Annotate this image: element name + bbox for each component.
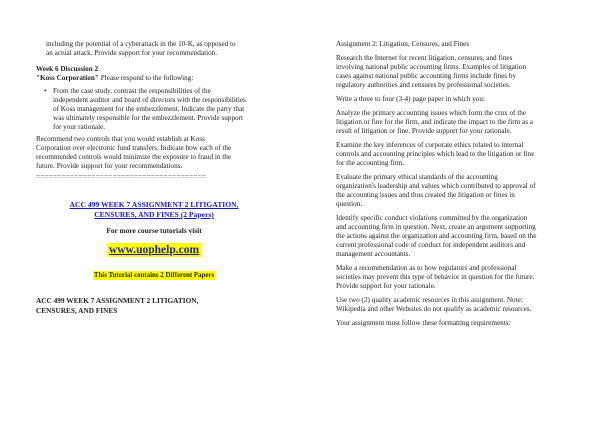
paragraph-line: Identify specific conduct violations committed by the organization bbox=[336, 214, 528, 222]
paragraph-line: the accounting issues and thus created the litigation or fines in bbox=[336, 191, 515, 199]
tutorial-note: This Tutorial contains 2 Different Papers bbox=[93, 272, 215, 279]
paragraph-line: Evaluate the primary ethical standards of the accounting bbox=[336, 173, 498, 181]
bullet-marker: • bbox=[44, 87, 47, 95]
bullet-line: of Koss management for the embezzlement. Indicate the party that bbox=[53, 105, 245, 113]
assignment-link-line: ACC 499 WEEK 7 ASSIGNMENT 2 LITIGATION, bbox=[69, 200, 239, 209]
paragraph-line: Make a recommendation as to how regulators and professional bbox=[336, 264, 517, 272]
bottom-title-line: ACC 499 WEEK 7 ASSIGNMENT 2 LITIGATION, bbox=[36, 296, 199, 305]
koss-prompt-text: Please respond to the following: bbox=[98, 74, 194, 82]
paragraph-line: result of litigation or fine. Provide support for your rationale. bbox=[336, 127, 512, 135]
paragraph-line: Assignment 2: Litigation, Censures, and Fines bbox=[336, 40, 470, 48]
paragraph bbox=[336, 95, 572, 104]
site-link[interactable]: www.uophelp.com bbox=[108, 244, 200, 256]
koss-title: "Koss Corporation" bbox=[36, 74, 99, 82]
bottom-title bbox=[36, 296, 272, 316]
paragraph-line: involving national public accounting firms. Examples of litigation bbox=[336, 63, 527, 71]
paragraph-line: and accounting firm in question. Next, create an argument supporting bbox=[336, 223, 536, 231]
bullet-item bbox=[36, 87, 272, 132]
paragraph-line: Wikipedia and other Websites do not qualify as academic resources. bbox=[336, 305, 532, 313]
paragraph bbox=[336, 109, 572, 136]
paragraph-line: Use two (2) quality academic resources in this assignment. Note: bbox=[336, 296, 523, 304]
paragraph-line: Your assignment must follow these formatting requirements: bbox=[336, 319, 511, 327]
paragraph bbox=[336, 264, 572, 291]
assignment-link-line: CENSURES, AND FINES (2 Papers) bbox=[94, 210, 214, 219]
koss-prompt bbox=[36, 74, 272, 83]
paragraph-line: organization's leadership and values which contributed to approval of bbox=[336, 182, 536, 190]
paragraph bbox=[336, 141, 572, 168]
recommend-line: Corporation over electronic fund transfers. Indicate how each of the bbox=[36, 144, 232, 152]
paragraph bbox=[336, 173, 572, 209]
paragraph-line: management accountants. bbox=[336, 250, 411, 258]
paragraph bbox=[336, 296, 572, 314]
bullet-line: for your rationale. bbox=[53, 123, 106, 131]
paragraph-line: litigation or fine for the firm, and indicate the impact to the firm as a bbox=[336, 118, 533, 126]
paragraph-line: Analyze the primary accounting issues which form the crux of the bbox=[336, 109, 527, 117]
bullet-line: was ultimately responsible for the embezzlement. Provide support bbox=[53, 114, 244, 122]
paragraph bbox=[336, 319, 572, 328]
divider-rule: ======================================== bbox=[36, 173, 207, 181]
intro-line: an actual attack. Provide support for your recommendation. bbox=[46, 49, 218, 57]
bullet-line: independent auditor and board of directors with the responsibilities bbox=[53, 96, 246, 104]
right-page bbox=[336, 40, 572, 328]
assignment-link[interactable] bbox=[36, 200, 272, 220]
intro-line: including the potential of a cyberattack in the 10-K, as opposed to bbox=[46, 40, 236, 48]
recommend-line: future. Provide support for your recommendations. bbox=[36, 162, 183, 170]
paragraph-line: regulatory authorities and censures by professional societies. bbox=[336, 81, 511, 89]
paragraph-line: controls and accounting principles which lead to the litigation or fine bbox=[336, 150, 535, 158]
paragraph bbox=[336, 54, 572, 90]
visit-text: For more course tutorials visit bbox=[106, 226, 202, 235]
paragraph-line: question. bbox=[336, 200, 363, 208]
recommend-text bbox=[36, 135, 272, 171]
paragraph-line: Examine the key inferences of corporate ethics related to internal bbox=[336, 141, 524, 149]
bullet-text bbox=[53, 87, 246, 132]
paragraph bbox=[336, 214, 572, 259]
recommend-line: recommended controls would minimize the exposure to fraud in the bbox=[36, 153, 232, 161]
recommend-line: Recommend two controls that you would establish at Koss bbox=[36, 135, 205, 143]
paragraph-line: for the accounting firm. bbox=[336, 159, 405, 167]
paragraph-line: Provide support for your rationale. bbox=[336, 282, 436, 290]
week-heading: Week 6 Discussion 2 bbox=[36, 65, 99, 73]
paragraph-line: Write a three to four (3-4) page paper in which you: bbox=[336, 95, 485, 103]
paragraph-line: the actions against the organization and accounting firm, based on the bbox=[336, 232, 537, 240]
bottom-title-line: CENSURES, AND FINES bbox=[36, 306, 118, 315]
promo-block bbox=[36, 200, 272, 280]
bullet-line: From the case study, contrast the responsibilities of the bbox=[53, 87, 211, 95]
left-page bbox=[36, 40, 272, 316]
paragraph-line: cases against national public accounting firms include fines by bbox=[336, 72, 517, 80]
paragraph-line: current professional code of conduct for independent auditors and bbox=[336, 241, 526, 249]
paragraph-line: societies may prevent this type of behavior in question for the future. bbox=[336, 273, 535, 281]
paragraph-line: Research the Internet for recent litigation, censures, and fines bbox=[336, 54, 513, 62]
intro-text bbox=[36, 40, 272, 58]
paragraph bbox=[336, 40, 572, 49]
